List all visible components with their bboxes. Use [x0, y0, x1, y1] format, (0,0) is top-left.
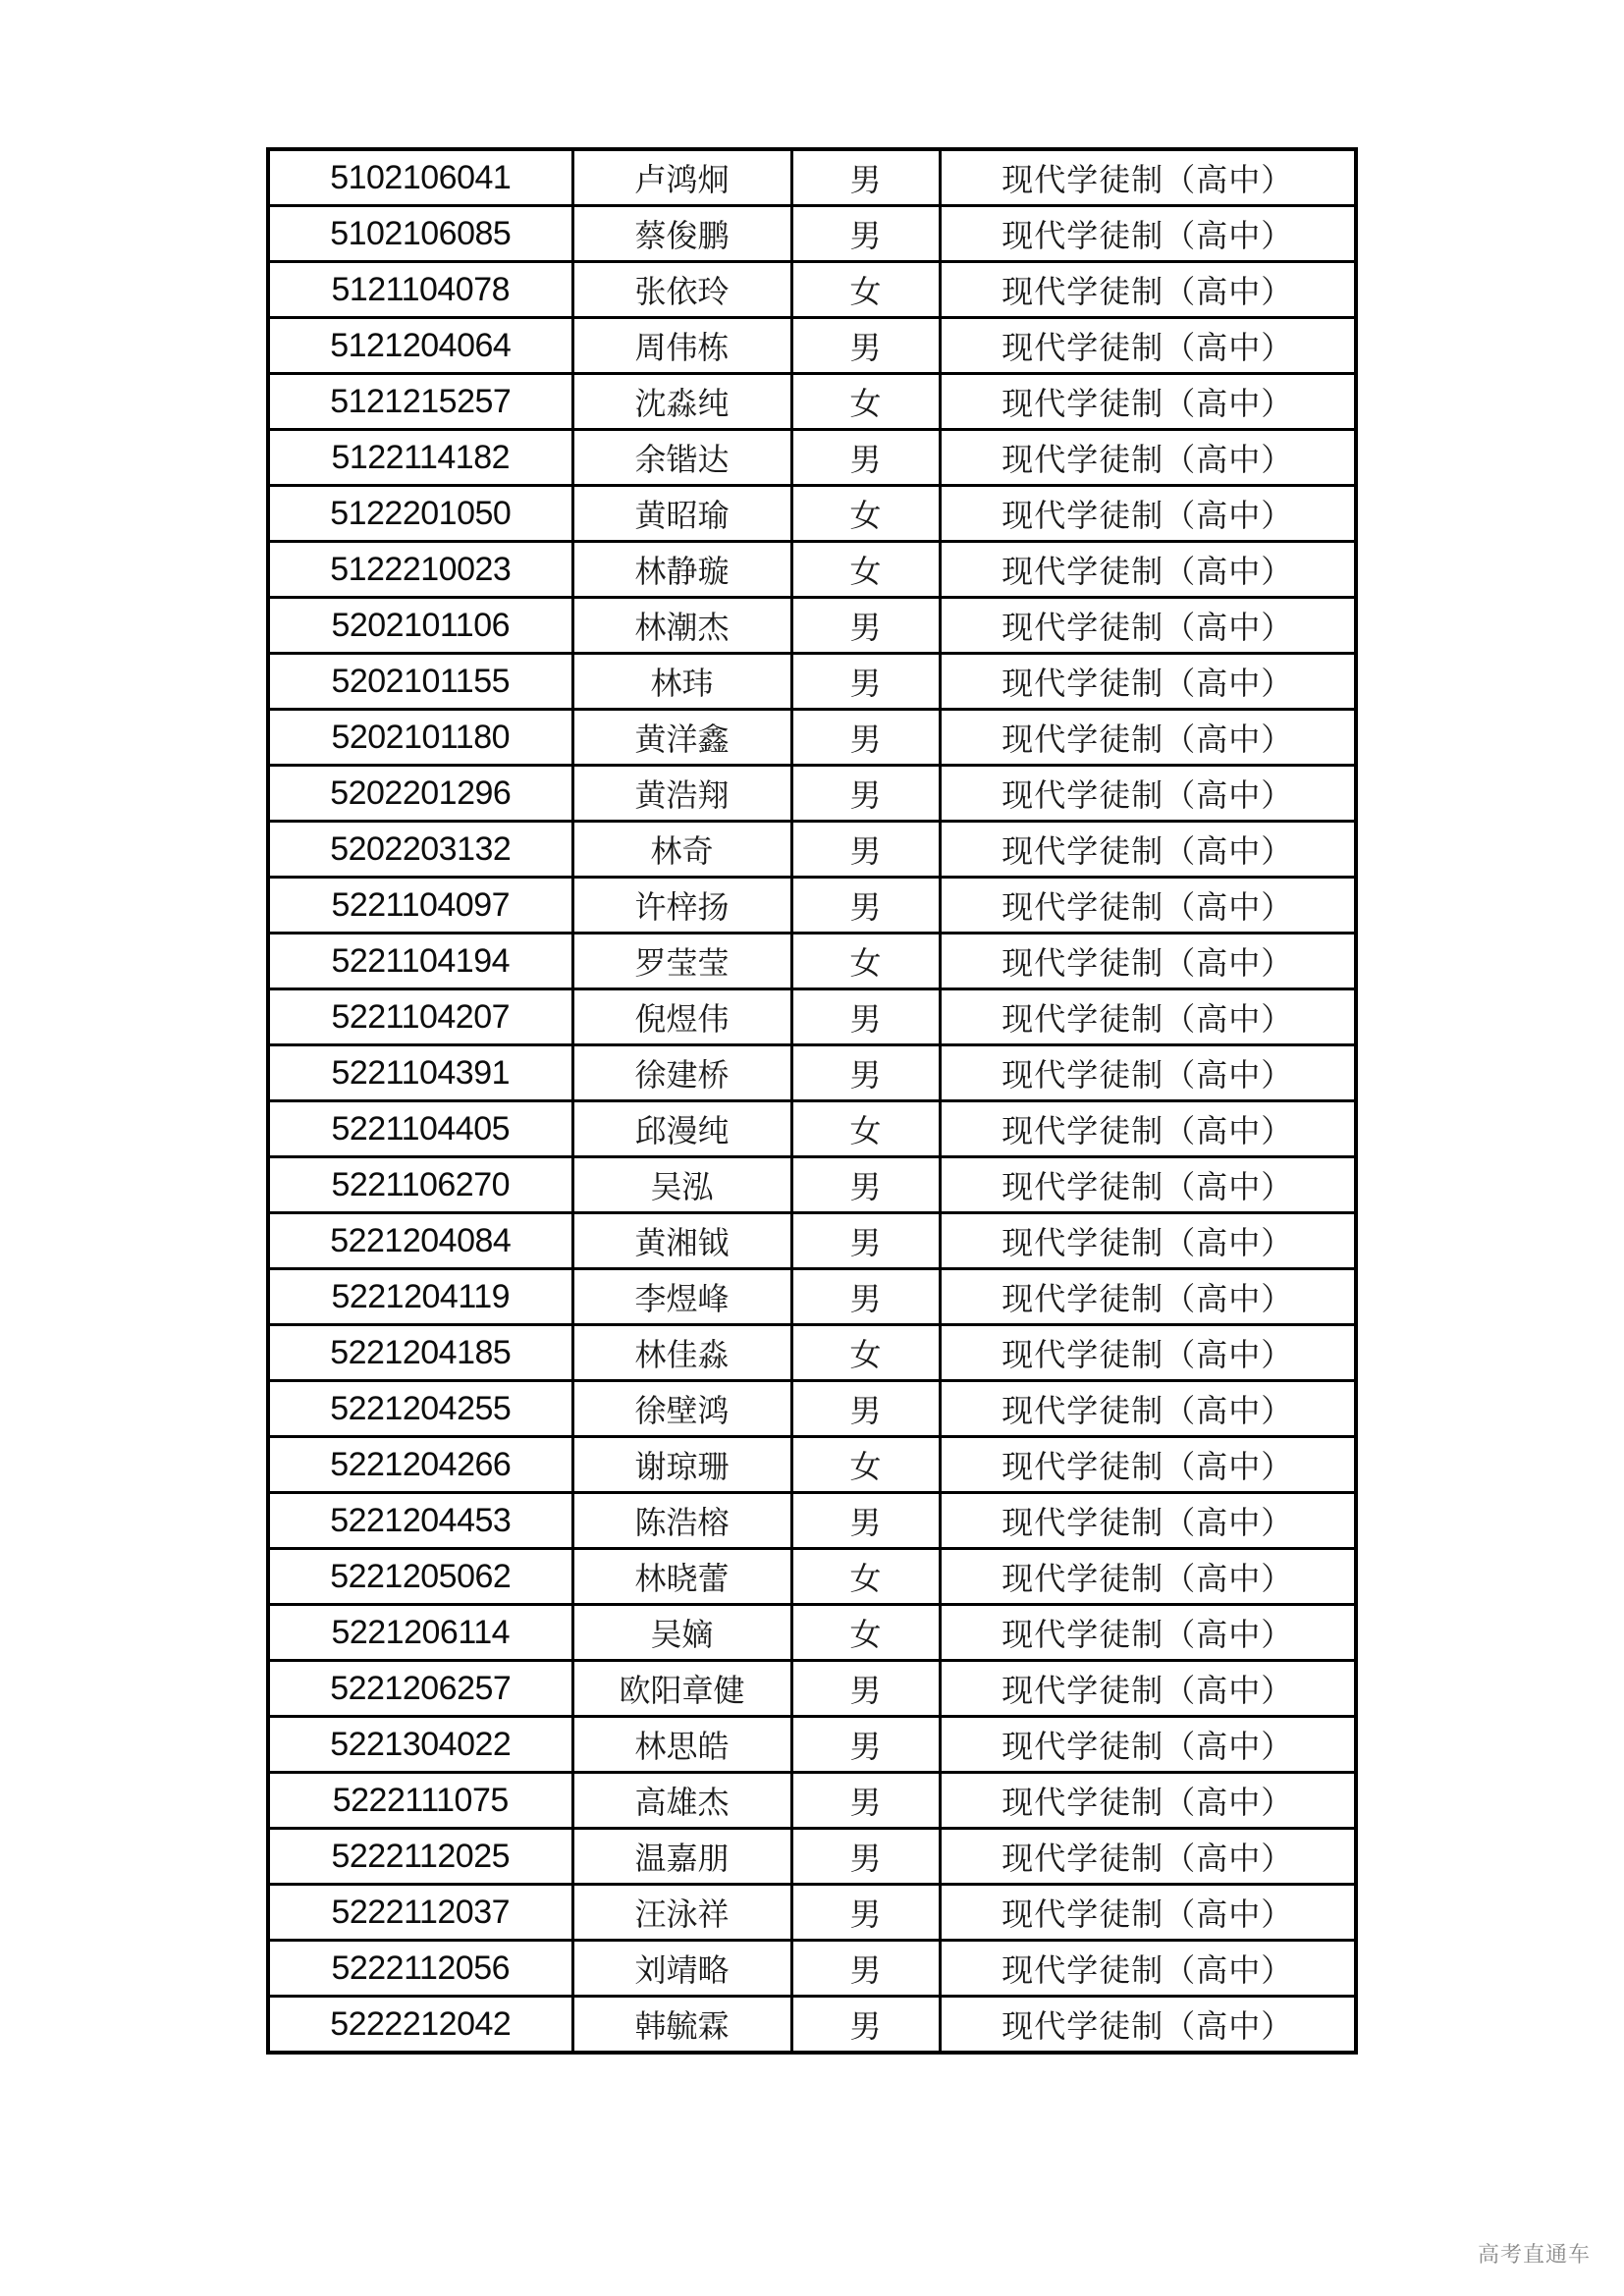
student-id-cell: 5121204064 [268, 318, 572, 374]
table-row [268, 1549, 1356, 1605]
student-id-cell: 5102106085 [268, 206, 572, 262]
student-gender-cell: 男 [791, 766, 940, 822]
student-id-cell: 5221204255 [268, 1381, 572, 1437]
table-row [268, 1605, 1356, 1661]
student-program-cell: 现代学徒制（高中） [940, 934, 1356, 989]
student-program-cell: 现代学徒制（高中） [940, 654, 1356, 710]
student-name-cell: 余锴达 [572, 430, 791, 486]
student-name-cell: 徐壁鸿 [572, 1381, 791, 1437]
student-name-cell: 沈淼纯 [572, 374, 791, 430]
student-gender-cell: 男 [791, 1773, 940, 1829]
student-program-cell: 现代学徒制（高中） [940, 598, 1356, 654]
table-row [268, 766, 1356, 822]
student-id-cell: 5121104078 [268, 262, 572, 318]
student-gender-cell: 女 [791, 1605, 940, 1661]
table-row [268, 822, 1356, 878]
student-gender-cell: 男 [791, 1157, 940, 1213]
student-gender-cell: 男 [791, 1213, 940, 1269]
student-id-cell: 5202203132 [268, 822, 572, 878]
student-id-cell: 5221304022 [268, 1717, 572, 1773]
student-name-cell: 林佳淼 [572, 1325, 791, 1381]
table-row [268, 934, 1356, 989]
student-name-cell: 温嘉朋 [572, 1829, 791, 1885]
student-id-cell: 5221204185 [268, 1325, 572, 1381]
student-name-cell: 林奇 [572, 822, 791, 878]
student-name-cell: 张依玲 [572, 262, 791, 318]
student-program-cell: 现代学徒制（高中） [940, 1045, 1356, 1101]
student-name-cell: 林玮 [572, 654, 791, 710]
student-program-cell: 现代学徒制（高中） [940, 1605, 1356, 1661]
student-name-cell: 吴泓 [572, 1157, 791, 1213]
student-gender-cell: 女 [791, 374, 940, 430]
student-program-cell: 现代学徒制（高中） [940, 1941, 1356, 1997]
student-name-cell: 黄浩翔 [572, 766, 791, 822]
student-program-cell: 现代学徒制（高中） [940, 1661, 1356, 1717]
table-row [268, 1829, 1356, 1885]
table-row [268, 1941, 1356, 1997]
table-row [268, 1045, 1356, 1101]
student-name-cell: 李煜峰 [572, 1269, 791, 1325]
student-id-cell: 5222212042 [268, 1997, 572, 2054]
student-id-cell: 5202101155 [268, 654, 572, 710]
student-name-cell: 林潮杰 [572, 598, 791, 654]
student-name-cell: 徐建桥 [572, 1045, 791, 1101]
student-name-cell: 蔡俊鹏 [572, 206, 791, 262]
table-row [268, 1717, 1356, 1773]
student-name-cell: 许梓扬 [572, 878, 791, 934]
table-row [268, 542, 1356, 598]
student-gender-cell: 女 [791, 1101, 940, 1157]
student-program-cell: 现代学徒制（高中） [940, 374, 1356, 430]
student-gender-cell: 男 [791, 878, 940, 934]
student-program-cell: 现代学徒制（高中） [940, 878, 1356, 934]
student-program-cell: 现代学徒制（高中） [940, 1101, 1356, 1157]
student-program-cell: 现代学徒制（高中） [940, 1773, 1356, 1829]
student-gender-cell: 男 [791, 989, 940, 1045]
table-row [268, 1213, 1356, 1269]
student-program-cell: 现代学徒制（高中） [940, 318, 1356, 374]
student-name-cell: 刘靖略 [572, 1941, 791, 1997]
table-row [268, 989, 1356, 1045]
student-id-cell: 5222112025 [268, 1829, 572, 1885]
student-program-cell: 现代学徒制（高中） [940, 1549, 1356, 1605]
table-row [268, 1493, 1356, 1549]
student-id-cell: 5122114182 [268, 430, 572, 486]
student-gender-cell: 女 [791, 486, 940, 542]
student-gender-cell: 男 [791, 1269, 940, 1325]
student-name-cell: 高雄杰 [572, 1773, 791, 1829]
student-id-cell: 5222112037 [268, 1885, 572, 1941]
student-roster-table [266, 147, 1358, 2055]
student-name-cell: 欧阳章健 [572, 1661, 791, 1717]
watermark-text: 高考直通车 [1478, 2243, 1592, 2268]
table-row [268, 149, 1356, 206]
student-program-cell: 现代学徒制（高中） [940, 206, 1356, 262]
student-gender-cell: 女 [791, 262, 940, 318]
student-id-cell: 5221106270 [268, 1157, 572, 1213]
student-name-cell: 林静璇 [572, 542, 791, 598]
student-id-cell: 5221206257 [268, 1661, 572, 1717]
table-row [268, 1773, 1356, 1829]
student-id-cell: 5221104207 [268, 989, 572, 1045]
table-row [268, 1885, 1356, 1941]
table-row [268, 1437, 1356, 1493]
student-gender-cell: 女 [791, 1549, 940, 1605]
student-id-cell: 5221204084 [268, 1213, 572, 1269]
student-program-cell: 现代学徒制（高中） [940, 1157, 1356, 1213]
student-gender-cell: 男 [791, 1997, 940, 2054]
student-id-cell: 5221204266 [268, 1437, 572, 1493]
table-row [268, 430, 1356, 486]
student-gender-cell: 男 [791, 710, 940, 766]
student-name-cell: 黄昭瑜 [572, 486, 791, 542]
student-program-cell: 现代学徒制（高中） [940, 1717, 1356, 1773]
student-name-cell: 邱漫纯 [572, 1101, 791, 1157]
student-name-cell: 陈浩榕 [572, 1493, 791, 1549]
student-gender-cell: 男 [791, 430, 940, 486]
student-program-cell: 现代学徒制（高中） [940, 149, 1356, 206]
table-row [268, 374, 1356, 430]
table-row [268, 1661, 1356, 1717]
student-gender-cell: 男 [791, 318, 940, 374]
student-gender-cell: 男 [791, 822, 940, 878]
student-gender-cell: 女 [791, 1437, 940, 1493]
table-row [268, 206, 1356, 262]
student-gender-cell: 男 [791, 1381, 940, 1437]
student-id-cell: 5122201050 [268, 486, 572, 542]
student-program-cell: 现代学徒制（高中） [940, 1381, 1356, 1437]
table-row [268, 1997, 1356, 2054]
student-id-cell: 5102106041 [268, 149, 572, 206]
student-name-cell: 倪煜伟 [572, 989, 791, 1045]
student-program-cell: 现代学徒制（高中） [940, 486, 1356, 542]
student-gender-cell: 女 [791, 934, 940, 989]
table-row [268, 598, 1356, 654]
student-id-cell: 5221104391 [268, 1045, 572, 1101]
table-row [268, 654, 1356, 710]
student-id-cell: 5221104194 [268, 934, 572, 989]
student-id-cell: 5202101180 [268, 710, 572, 766]
student-gender-cell: 男 [791, 598, 940, 654]
student-program-cell: 现代学徒制（高中） [940, 1885, 1356, 1941]
table-row [268, 710, 1356, 766]
student-gender-cell: 男 [791, 1045, 940, 1101]
student-id-cell: 5221206114 [268, 1605, 572, 1661]
student-gender-cell: 男 [791, 1717, 940, 1773]
student-program-cell: 现代学徒制（高中） [940, 1997, 1356, 2054]
student-gender-cell: 男 [791, 149, 940, 206]
student-program-cell: 现代学徒制（高中） [940, 710, 1356, 766]
student-id-cell: 5202101106 [268, 598, 572, 654]
student-program-cell: 现代学徒制（高中） [940, 542, 1356, 598]
student-gender-cell: 男 [791, 1885, 940, 1941]
table-row [268, 486, 1356, 542]
student-gender-cell: 女 [791, 542, 940, 598]
student-gender-cell: 男 [791, 1941, 940, 1997]
student-id-cell: 5202201296 [268, 766, 572, 822]
table-row [268, 878, 1356, 934]
table-row [268, 1381, 1356, 1437]
student-gender-cell: 女 [791, 1325, 940, 1381]
student-name-cell: 卢鸿炯 [572, 149, 791, 206]
student-gender-cell: 男 [791, 654, 940, 710]
student-id-cell: 5221204119 [268, 1269, 572, 1325]
student-id-cell: 5222111075 [268, 1773, 572, 1829]
student-program-cell: 现代学徒制（高中） [940, 1437, 1356, 1493]
student-program-cell: 现代学徒制（高中） [940, 822, 1356, 878]
student-id-cell: 5221204453 [268, 1493, 572, 1549]
student-name-cell: 周伟栋 [572, 318, 791, 374]
student-name-cell: 吴嫡 [572, 1605, 791, 1661]
student-name-cell: 韩毓霖 [572, 1997, 791, 2054]
table-row [268, 262, 1356, 318]
student-name-cell: 林思皓 [572, 1717, 791, 1773]
roster-body [268, 149, 1356, 2053]
student-id-cell: 5121215257 [268, 374, 572, 430]
student-program-cell: 现代学徒制（高中） [940, 430, 1356, 486]
student-program-cell: 现代学徒制（高中） [940, 766, 1356, 822]
table-row [268, 1101, 1356, 1157]
table-row [268, 1157, 1356, 1213]
student-program-cell: 现代学徒制（高中） [940, 1829, 1356, 1885]
student-gender-cell: 男 [791, 1493, 940, 1549]
student-program-cell: 现代学徒制（高中） [940, 1213, 1356, 1269]
student-gender-cell: 男 [791, 1661, 940, 1717]
student-id-cell: 5221104405 [268, 1101, 572, 1157]
student-name-cell: 林晓蕾 [572, 1549, 791, 1605]
table-row [268, 1325, 1356, 1381]
student-name-cell: 黄洋鑫 [572, 710, 791, 766]
student-program-cell: 现代学徒制（高中） [940, 262, 1356, 318]
student-program-cell: 现代学徒制（高中） [940, 1325, 1356, 1381]
student-name-cell: 汪泳祥 [572, 1885, 791, 1941]
student-id-cell: 5122210023 [268, 542, 572, 598]
student-gender-cell: 男 [791, 206, 940, 262]
student-id-cell: 5222112056 [268, 1941, 572, 1997]
student-program-cell: 现代学徒制（高中） [940, 1493, 1356, 1549]
table-row [268, 318, 1356, 374]
student-program-cell: 现代学徒制（高中） [940, 989, 1356, 1045]
student-id-cell: 5221104097 [268, 878, 572, 934]
student-name-cell: 谢琼珊 [572, 1437, 791, 1493]
student-id-cell: 5221205062 [268, 1549, 572, 1605]
student-program-cell: 现代学徒制（高中） [940, 1269, 1356, 1325]
student-name-cell: 罗莹莹 [572, 934, 791, 989]
table-row [268, 1269, 1356, 1325]
student-name-cell: 黄湘钺 [572, 1213, 791, 1269]
student-gender-cell: 男 [791, 1829, 940, 1885]
